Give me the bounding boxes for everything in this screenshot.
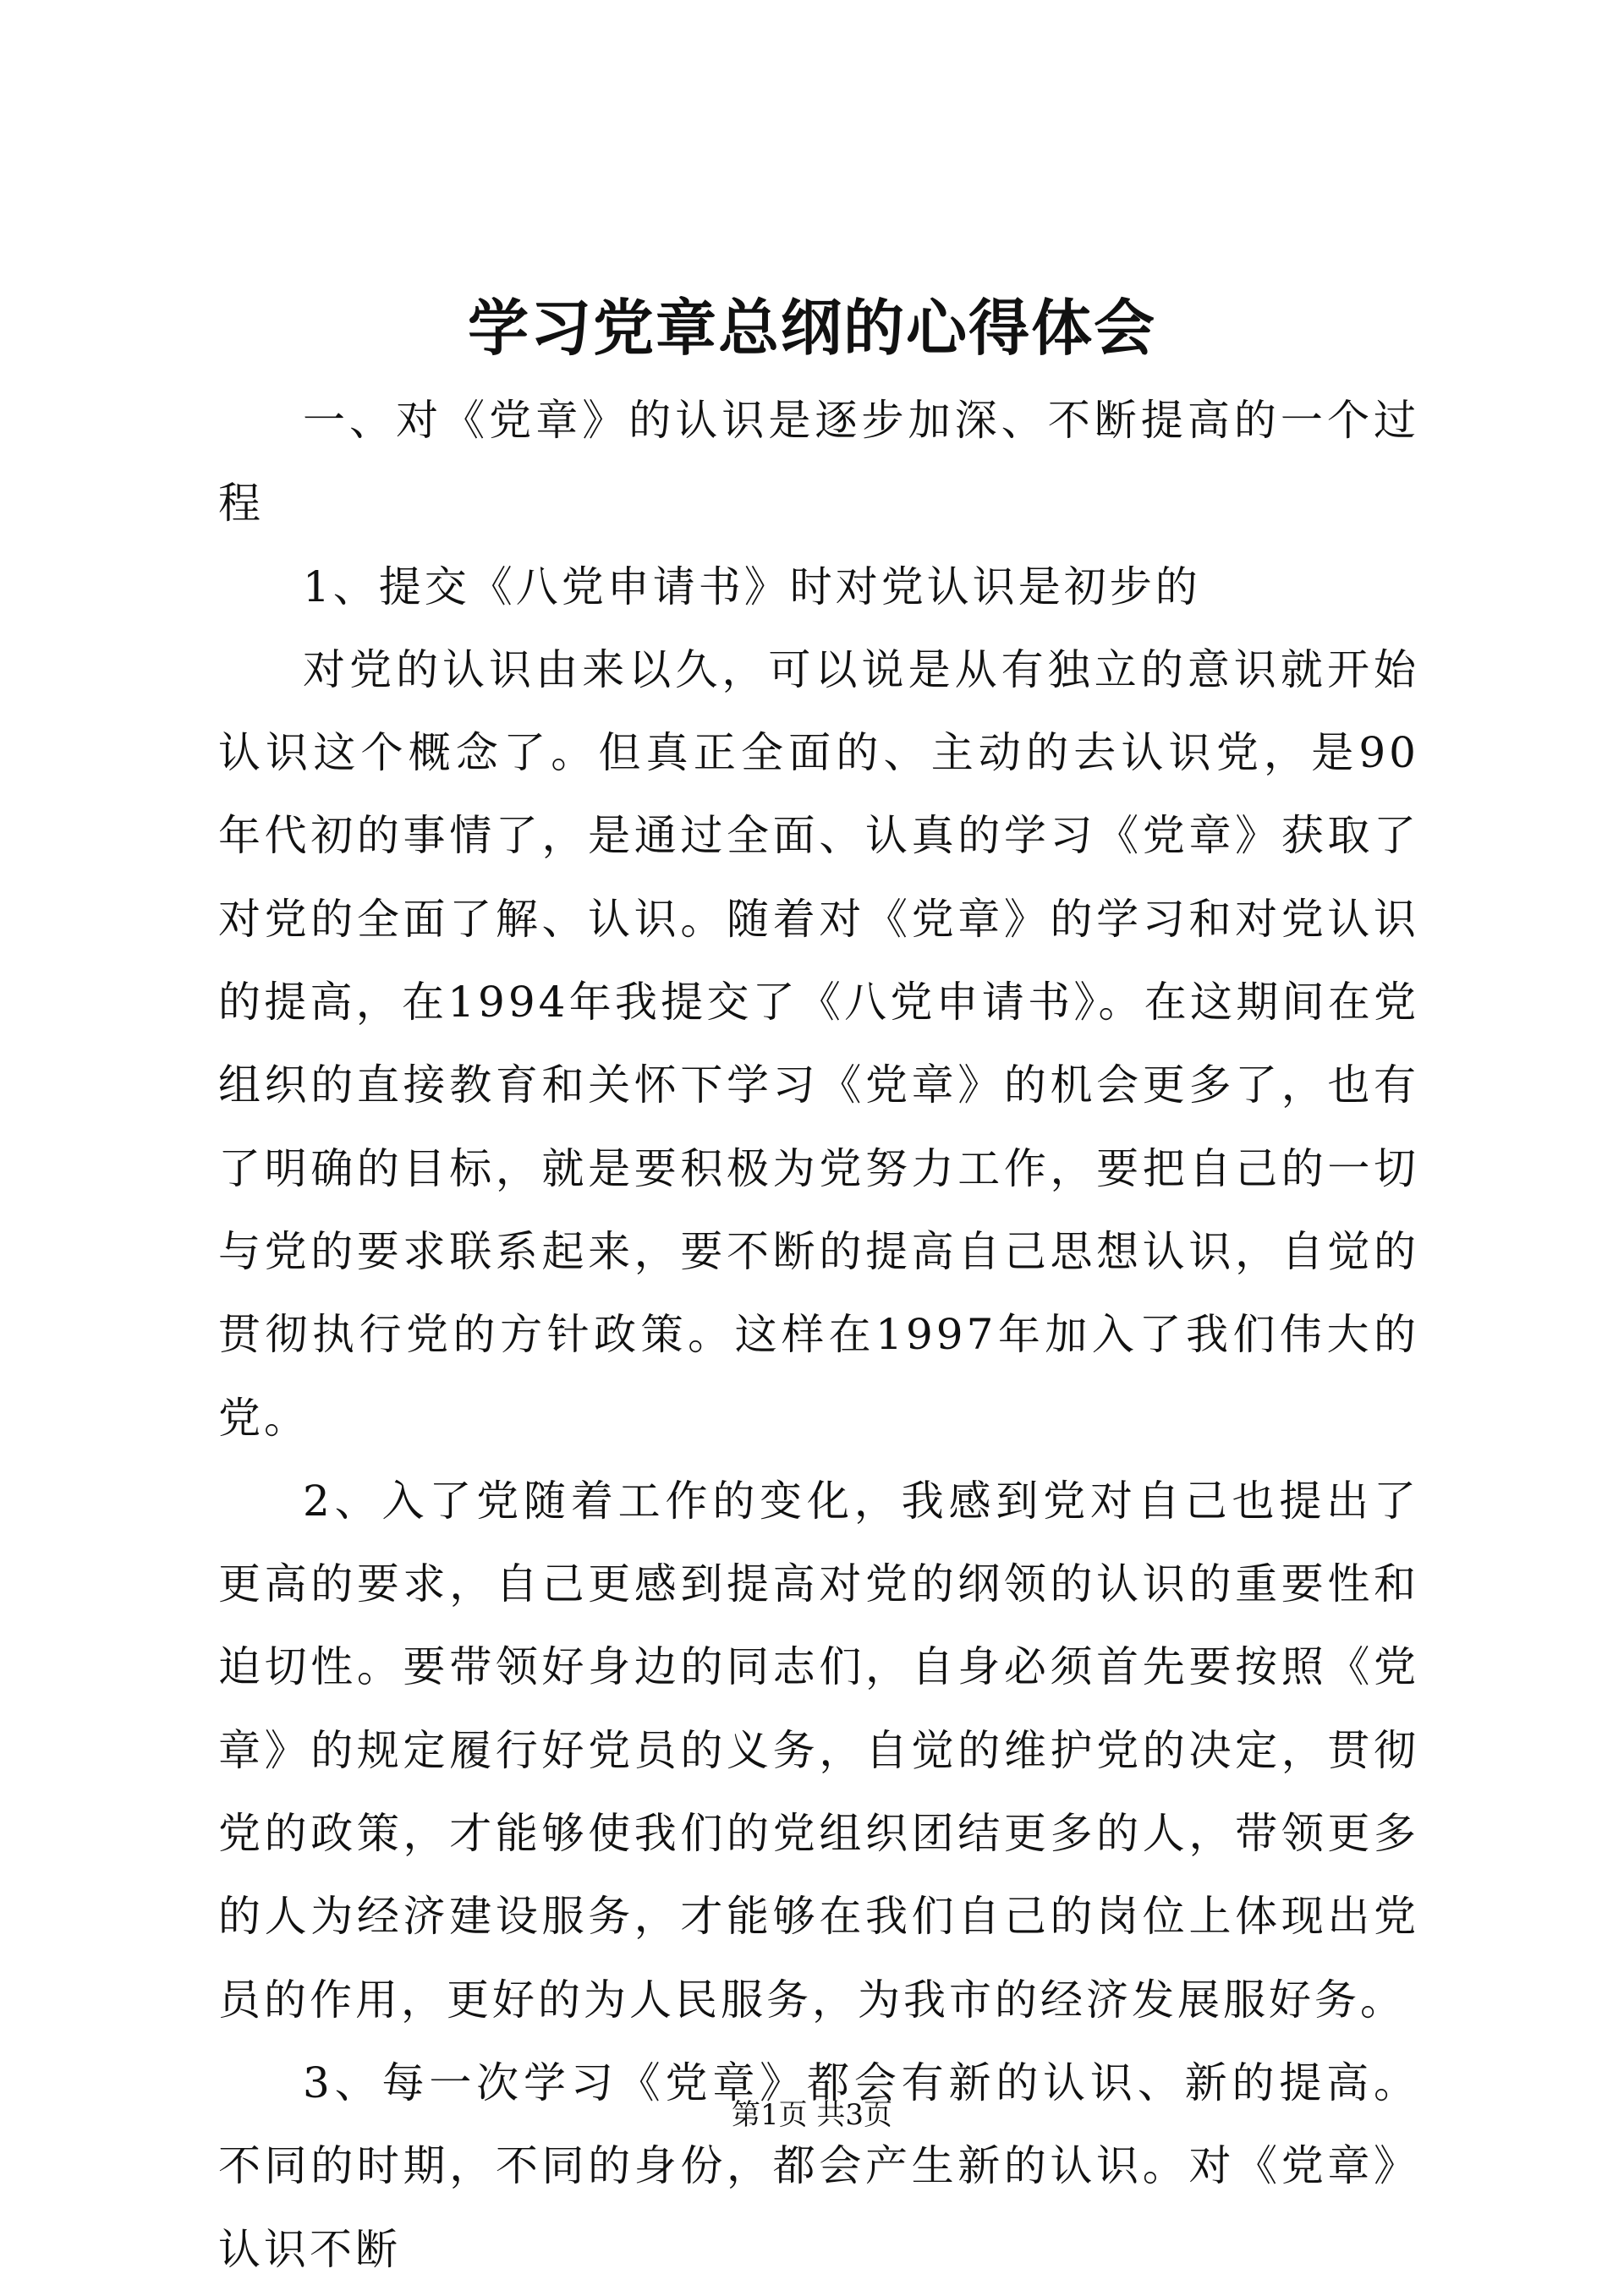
subsection-heading: 1、提交《八党申请书》时对党认识是初步的 <box>303 562 1201 611</box>
document-title: 学习党章总纲的心得体会 <box>467 292 1156 364</box>
document-body <box>218 379 1419 2291</box>
body-paragraph: 对党的认识由来以久，可以说是从有独立的意识就开始认识这个概念了。但真正全面的、主动的去认识党，是90年代初的事情了，是通过全面、认真的学习《党章》获取了对党的全面了解、认识。随着对《党章》的学习和对党认识的提高，在1994年我提交了《八党申请书》。在这期间在党组织的直接教育和关怀下学习《党章》的机会更多了，也有了明确的目标，就是要积极为党努力工作，要把自己的一切与党的要求联系起来，要不断的提高自己思想认识，自觉的贯彻执行党的方针政策。这样在1997年加入了我们伟大的党。 <box>218 644 1419 1443</box>
page-footer <box>0 2094 1624 2136</box>
section-heading: 一、对《党章》的认识是逐步加深、不断提高的一个过程 <box>218 396 1419 529</box>
body-paragraph: 2、入了党随着工作的变化，我感到党对自己也提出了更高的要求，自己更感到提高对党的纲领的认识的重要性和迫切性。要带领好身边的同志们，自身必须首先要按照《党章》的规定履行好党员的义务，自觉的维护党的决定，贯彻党的政策，才能够使我们的党组织团结更多的人，带领更多的人为经济建设服务，才能够在我们自己的岗位上体现出党员的作用，更好的为人民服务，为我市的经济发展服好务。 <box>218 1476 1419 2025</box>
body-paragraph: 3、每一次学习《党章》都会有新的认识、新的提高。不同的时期，不同的身份，都会产生新的认识。对《党章》认识不断 <box>218 2058 1419 2274</box>
page-number: 第1页 共3页 <box>731 2098 893 2132</box>
